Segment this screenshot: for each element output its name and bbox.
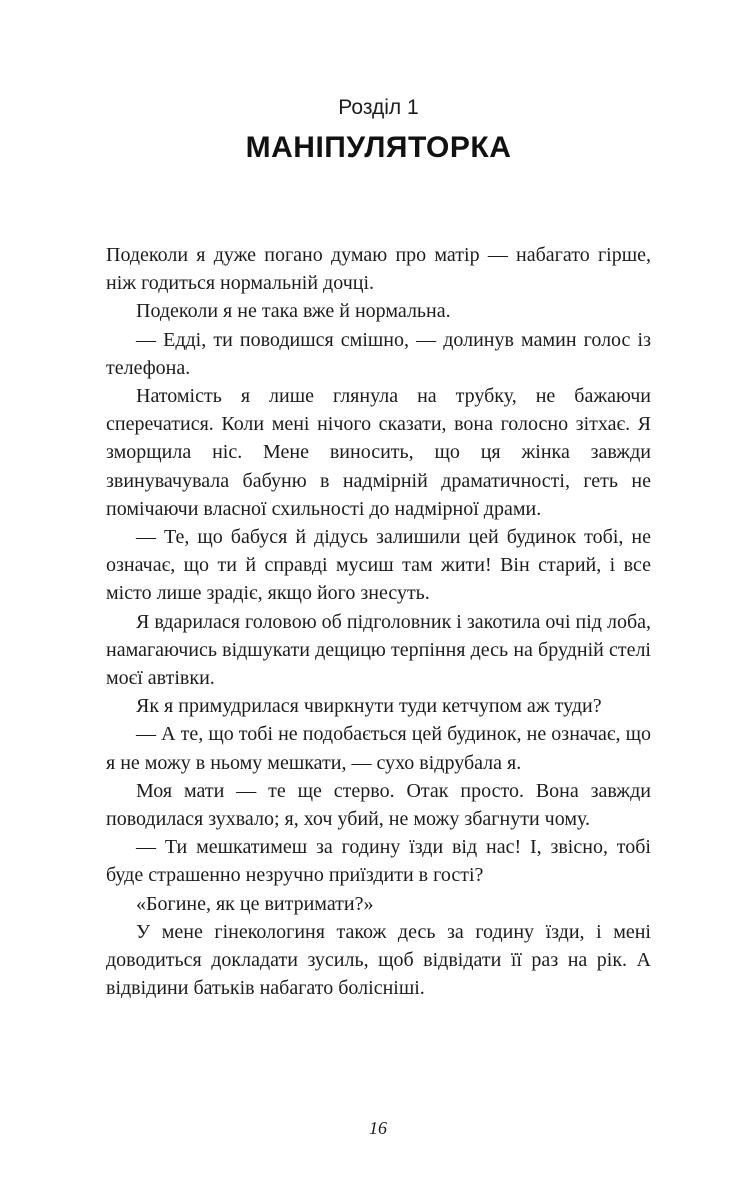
paragraph: Подеколи я не така вже й нормальна. [136, 300, 451, 323]
chapter-label: Розділ 1 [338, 96, 419, 119]
page-footer [0, 1118, 756, 1139]
paragraph: — Ти мешкатимеш за годину їзди від нас! І, звісно, тобі буде страшенно незручно приїздити в гості? [106, 836, 651, 887]
paragraph: — Едді, ти поводишся смішно, — долинув мамин голос із телефона. [106, 328, 651, 379]
page-number: 16 [369, 1118, 387, 1138]
paragraph: Подеколи я дуже погано думаю про матір — набагато гірше, ніж годиться нормальній дочці. [106, 244, 651, 295]
paragraph: Моя мати — те ще стерво. Отак просто. Вона завжди поводилася зухвало; я, хоч убий, не можу збагнути чому. [106, 779, 651, 831]
body-text [106, 241, 651, 1002]
chapter-title: МАНІПУЛЯТОРКА [245, 131, 512, 164]
paragraph: — Те, що бабуся й дідусь залишили цей будинок тобі, не означає, що ти й справді мусиш там жити! Він старий, і все місто лише зрадіє, якщо його знесуть. [106, 526, 651, 605]
paragraph: У мене гінекологиня також десь за годину їзди, і мені доводиться докладати зусиль, щоб відвідати її раз на рік. А відвідини батьків набагато болісніші. [106, 920, 651, 1000]
chapter-header [106, 96, 651, 165]
paragraph: «Богине, як це витримати?» [136, 892, 374, 915]
paragraph: — А те, що тобі не подобається цей будинок, не означає, що я не можу в ньому мешкати, — сухо відрубала я. [106, 723, 651, 774]
paragraph: Я вдарилася головою об підголовник і закотила очі під лоба, намагаючись відшукати дещицю терпіння десь на брудній стелі моєї автівки. [106, 610, 651, 690]
paragraph: Натомість я лише глянула на трубку, не бажаючи сперечатися. Коли мені нічого сказати, вона голосно зітхає. Я зморщила ніс. Мене виносить, що ця жінка завжди звинувачувала бабуню в надмірній драматичності, геть не помічаючи власної схильності до надмірної драми. [106, 385, 651, 520]
paragraph: Як я примудрилася чвиркнути туди кетчупом аж туди? [136, 695, 602, 718]
